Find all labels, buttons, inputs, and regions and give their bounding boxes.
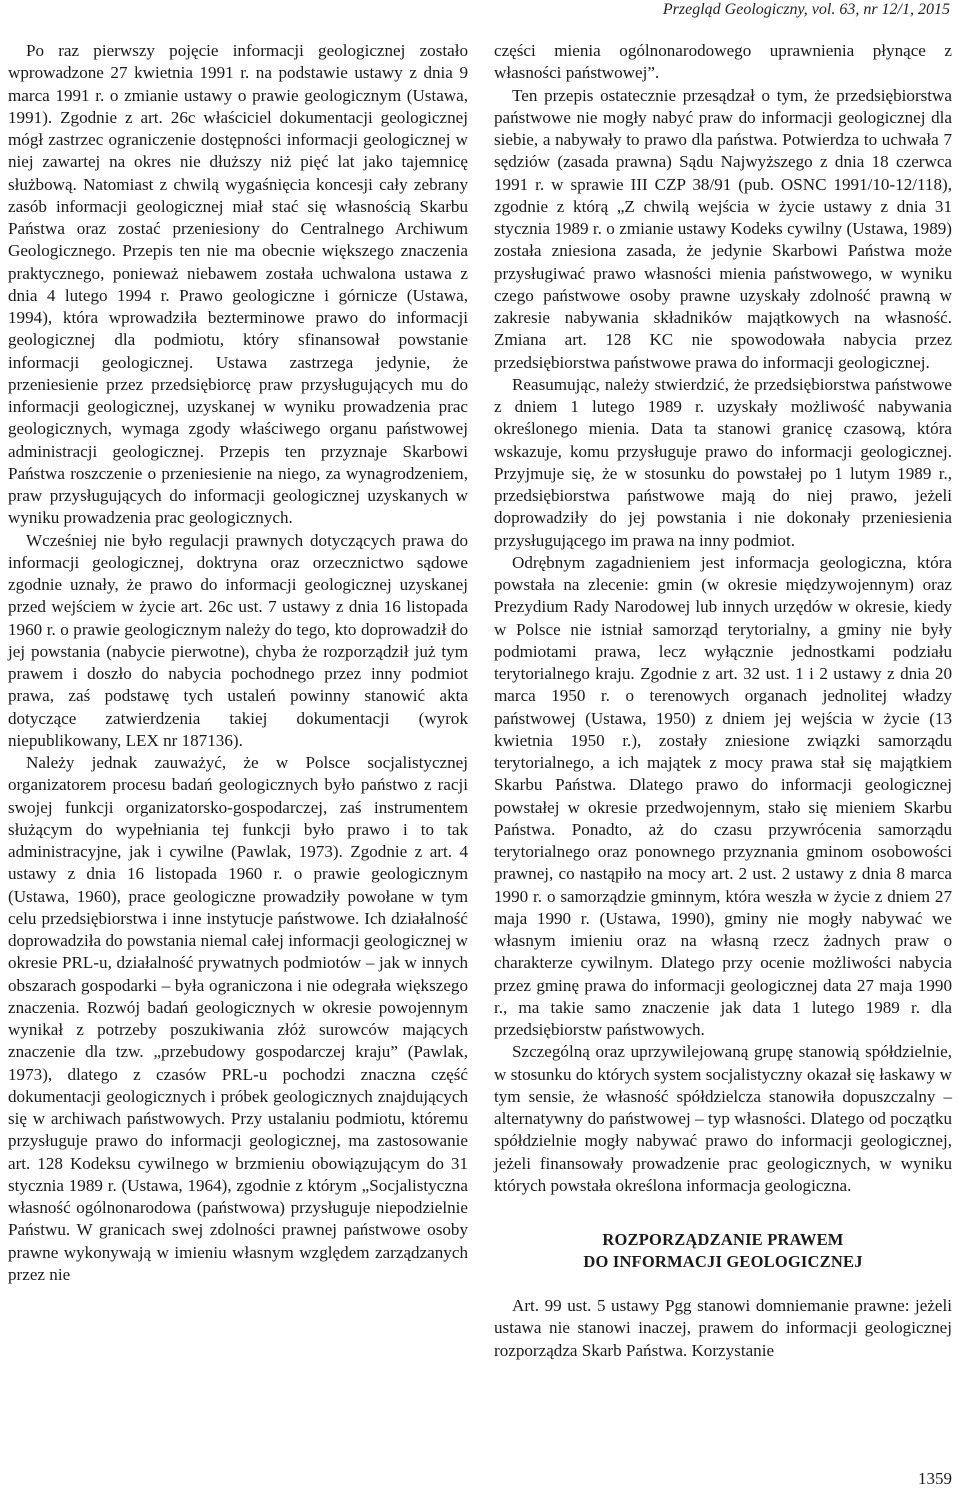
right-column: [494, 40, 952, 1362]
left-column: [8, 40, 468, 1286]
section-heading-line: ROZPORZĄDZANIE PRAWEM: [602, 1230, 844, 1249]
running-header: Przegląd Geologiczny, vol. 63, nr 12/1, 2015: [662, 1, 950, 18]
paragraph: Reasumując, należy stwierdzić, że przedsiębiorstwa państwowe z dniem 1 lutego 1989 r. uzyskały możliwość nabywania określonego mienia. Data ta stanowi granicę czasową, która wskazuje, komu przysługuje prawo do informacji geologicznej. Przyjmuje się, że w stosunku do powstałej po 1 lutym 1989 r., przedsiębiorstwa państwowe mają do niej prawo, jeżeli doprowadziły do jej powstania i nie dokonały przeniesienia przysługującego im prawa na inny podmiot.: [494, 374, 952, 550]
paragraph: Ten przepis ostatecznie przesądzał o tym, że przedsiębiorstwa państwowe nie mogły nabyć praw do informacji geologicznej dla siebie, a nabywały to prawo dla państwa. Potwierdza to uchwała 7 sędziów (zasada prawna) Sądu Najwyższego z dnia 18 czerwca 1991 r. w sprawie III CZP 38/91 (pub. OSNC 1991/10-12/118), zgodnie z którą „Z chwilą wejścia w życie ustawy z dnia 31 stycznia 1989 r. o zmianie ustawy Kodeks cywilny (Ustawa, 1989) została zniesiona zasada, że jedynie Skarbowi Państwa może przysługiwać prawo własności mienia państwowego, w wyniku czego państwowe osoby prawne uzyskały zdolność prawną w zakresie nabywania składników majątkowych na własność. Zmiana art. 128 KC nie spowodowała nabycia przez przedsiębiorstwa państwowe prawa do informacji geologicznej.: [494, 85, 952, 372]
paragraph: Szczególną oraz uprzywilejowaną grupę stanowią spółdzielnie, w stosunku do których system socjalistyczny okazał się łaskawy w tym sensie, że własność spółdzielcza stanowiła dopuszczalny – alternatywny do państwowej – typ własności. Dlatego od początku spółdzielnie mogły nabywać prawo do informacji geologicznej, jeżeli finansowały prowadzenie prac geologicznych, w wyniku których powstała określona informacja geologiczna.: [494, 1042, 952, 1195]
paragraph: Art. 99 ust. 5 ustawy Pgg stanowi domniemanie prawne: jeżeli ustawa nie stanowi inaczej, prawem do informacji geologicznej rozporządza Skarb Państwa. Korzystanie: [494, 1296, 952, 1360]
page-number: 1359: [918, 1469, 952, 1488]
paragraph: Po raz pierwszy pojęcie informacji geologicznej zostało wprowadzone 27 kwietnia 1991 r. na podstawie ustawy z dnia 9 marca 1991 r. o zmianie ustawy o prawie geologicznym (Ustawa, 1991). Zgodnie z art. 26c właściciel dokumentacji geologicznej mógł zastrzec ograniczenie dostępności informacji geologicznej w niej zawartej na okres nie dłuższy niż pięć lat jako tajemnicę służbową. Natomiast z chwilą wygaśnięcia koncesji cały zebrany zasób informacji geologicznej miał stać się własnością Skarbu Państwa oraz zostać przeniesiony do Centralnego Archiwum Geologicznego. Przepis ten nie ma obecnie większego znaczenia praktycznego, ponieważ niebawem została uchwalona ustawa z dnia 4 lutego 1994 r. Prawo geologiczne i górnicze (Ustawa, 1994), która wprowadziła bezterminowe prawo do informacji geologicznej dla podmiotu, który sfinansował powstanie informacji geologicznej. Ustawa zastrzega jedynie, że przeniesienie przez przedsiębiorcę praw przysługujących mu do informacji geologicznej, uzyskanej w wyniku prowadzenia prac geologicznych, wymaga zgody właściwego organu państwowej administracji geologicznej. Przepis ten przyznaje Skarbowi Państwa roszczenie o przeniesienie na niego, za wynagrodzeniem, praw przysługujących do informacji geologicznej uzyskanych w wyniku prowadzenia prac geologicznych.: [8, 41, 468, 528]
section-heading: [494, 1229, 952, 1273]
section-heading-line: DO INFORMACJI GEOLOGICZNEJ: [583, 1252, 863, 1271]
paragraph: Wcześniej nie było regulacji prawnych dotyczących prawa do informacji geologicznej, doktryna oraz orzecznictwo sądowe zgodnie uznały, że prawo do informacji geologicznej uzyskanej przed wejściem w życie art. 26c ust. 7 ustawy z dnia 16 listopada 1960 r. o prawie geologicznym należy do tego, kto doprowadził do jej powstania (nabycie pierwotne), chyba że rozporządził już tym prawem i doszło do nabycia pochodnego przez inny podmiot prawa, zaś podstawę tych ustaleń powinny stanowić akta dotyczące zatwierdzenia takiej dokumentacji (wyrok niepublikowany, LEX nr 187136).: [8, 530, 468, 750]
paragraph: Odrębnym zagadnieniem jest informacja geologiczna, która powstała na zlecenie: gmin (w okresie międzywojennym) oraz Prezydium Rady Narodowej lub innych urzędów w okresie, kiedy w Polsce nie istniał samorząd terytorialny, a gminy nie były podmiotami prawa, lecz wyłącznie jednostkami podziału terytorialnego kraju. Zgodnie z art. 32 ust. 1 i 2 ustawy z dnia 20 marca 1950 r. o terenowych organach jednolitej władzy państwowej (Ustawa, 1950) z dniem jej wejścia w życie (13 kwietnia 1950 r.), zostały zniesione związki samorządu terytorialnego, a ich majątek z mocy prawa stał się majątkiem Skarbu Państwa. Dlatego prawo do informacji geologicznej powstałej w okresie przedwojennym, stało się mieniem Skarbu Państwa. Ponadto, aż do czasu przywrócenia samorządu terytorialnego oraz ponownego przyznania gminom osobowości prawnej, co nastąpiło na mocy art. 2 ust. 2 ustawy z dnia 8 marca 1990 r. o samorządzie gminnym, która weszła w życie z dniem 27 maja 1990 r. (Ustawa, 1990), gminy nie mogły nabywać we własnym imieniu oraz na własną rzecz żadnych praw o charakterze cywilnym. Dlatego przy ocenie możliwości nabycia przez gminę prawa do informacji geologicznej data 27 maja 1990 r., ma takie samo znaczenie jak data 1 lutego 1989 r. dla przedsiębiorstw państwowych.: [494, 552, 952, 1039]
continued-paragraph: części mienia ogólnonarodowego uprawnienia płynące z własności państwowej”.: [494, 41, 952, 83]
paragraph: Należy jednak zauważyć, że w Polsce socjalistycznej organizatorem procesu badań geologicznych było państwo z racji swojej funkcji organizatorsko-gospodarczej, zaś instrumentem służącym do wypełniania tej funkcji było prawo i to tak administracyjne, jak i cywilne (Pawlak, 1973). Zgodnie z art. 4 ustawy z dnia 16 listopada 1960 r. o prawie geologicznym (Ustawa, 1960), prace geologiczne prowadziły powołane w tym celu przedsiębiorstwa i inne instytucje państwowe. Ich działalność doprowadziła do powstania niemal całej informacji geologicznej w okresie PRL-u, działalność prywatnych podmiotów – jak w innych obszarach gospodarki – była ograniczona i nie odegrała większego znaczenia. Rozwój badań geologicznych w okresie powojennym wynikał z potrzeby poszukiwania złóż surowców mających znaczenie dla tzw. „przebudowy gospodarczej kraju” (Pawlak, 1973), dlatego z czasów PRL-u pochodzi znaczna część dokumentacji geologicznych i próbek geologicznych znajdujących się w archiwach państwowych. Przy ustalaniu podmiotu, któremu przysługuje prawo do informacji geologicznej, ma zastosowanie art. 128 Kodeksu cywilnego w brzmieniu obowiązującym do 31 stycznia 1989 r. (Ustawa, 1964), zgodnie z którym „Socjalistyczna własność ogólnonarodowa (państwowa) przysługuje niepodzielnie Państwu. W granicach swej zdolności prawnej państwowe osoby prawne wykonywają w imieniu własnym względem zarządzanych przez nie: [8, 753, 468, 1284]
